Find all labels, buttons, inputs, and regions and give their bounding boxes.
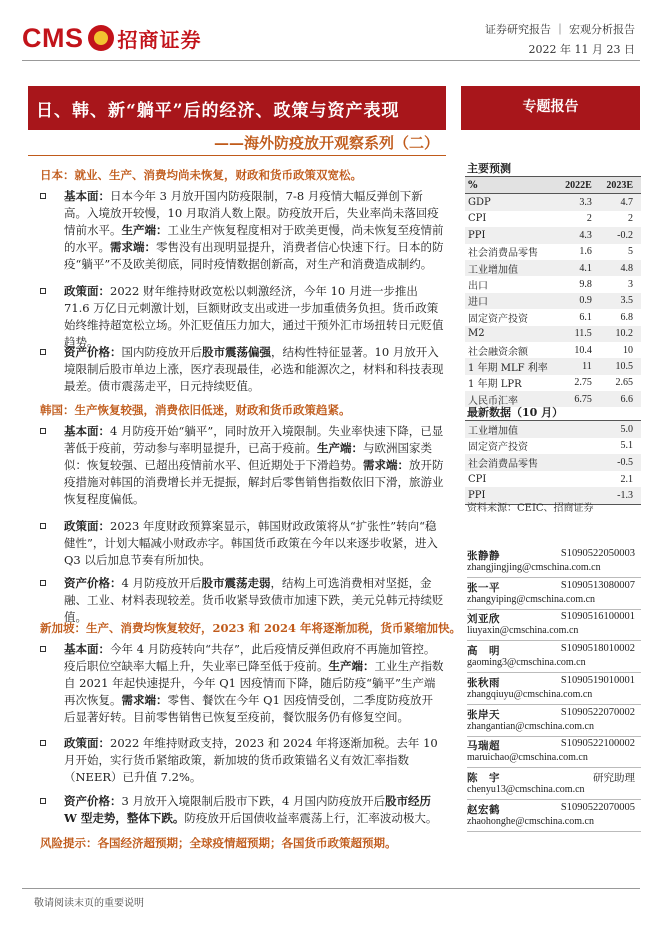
row-label: 出口 [468, 281, 488, 293]
bullet-singapore-assets [40, 793, 444, 827]
table-row [465, 293, 641, 309]
analyst-divider [467, 672, 641, 673]
cell-value: 6.6 [600, 391, 641, 407]
analyst-name: 刘亚欣 [467, 613, 500, 626]
bullet-text: ，结构性特征显著。10 月放开入境限制后股市单边上涨，医疗表现最佳，必选和能源次之，材料和科技表现最差。债市震荡走平，日元持续贬值。 [64, 345, 444, 393]
analyst-email: zhangantian@cmschina.com.cn [467, 720, 594, 732]
bullet-square-icon [40, 349, 46, 355]
analyst-divider [467, 831, 641, 832]
bullet-singapore-policy [40, 735, 444, 786]
row-label: 社会融资余额 [468, 346, 528, 358]
bullet-japan-assets [40, 344, 444, 395]
cell-value: 3.5 [600, 293, 641, 309]
bullet-text: 与欧洲国家类似：恢复较强、已超出疫情前水平、但近期处于下滑趋势。 [64, 441, 432, 472]
analyst-divider [467, 640, 641, 641]
bullet-label: 政策面： [64, 284, 110, 298]
analyst-divider [467, 704, 641, 705]
cell-value: 6.75 [559, 391, 600, 407]
bullet-label: 资产价格： [64, 794, 122, 808]
analyst-name: 张静静 [467, 550, 500, 562]
bullet-text: 今年 4 月防疫转向“共存”，此后疫情反弹但政府不再施加管控。疫后职位空缺率大幅上升，失业率已降至低于疫前。 [64, 642, 436, 673]
footer-divider [22, 888, 640, 889]
bullet-square-icon [40, 580, 46, 586]
table-row [465, 454, 641, 471]
report-title: 日、韩、新“躺平”后的经济、政策与资产表现 [36, 101, 400, 121]
bullet-highlight: 股市经历 W 型走势，整体下跌。 [64, 794, 431, 825]
bullet-square-icon [40, 740, 46, 746]
analyst-license: S1090522070002 [560, 706, 635, 718]
analyst-divider [467, 767, 641, 768]
latest-data-title: 最新数据（10 月） [467, 406, 564, 419]
table-row [465, 438, 641, 455]
bullet-label: 生产端： [328, 659, 375, 673]
cell-value: 2 [628, 213, 633, 225]
forecast-table [465, 176, 641, 407]
bullet-label: 需求端： [110, 240, 156, 254]
row-label: CPI [468, 213, 487, 225]
bullet-label: 需求端： [363, 458, 409, 472]
report-type: 专题报告 [522, 99, 579, 115]
cell-value: 2022E [559, 177, 600, 194]
cell-value: 2.1 [620, 473, 633, 485]
analyst-divider [467, 577, 641, 578]
analyst-name: 陈 宇 [467, 771, 500, 784]
bullet-korea-assets [40, 575, 444, 626]
row-label: PPI [465, 227, 559, 243]
cell-value: 3 [628, 279, 633, 291]
row-label: 进口 [465, 293, 559, 309]
cell-value: -1.3 [595, 487, 641, 504]
bullet-square-icon [40, 646, 46, 652]
analyst-name: 赵宏鹤 [467, 803, 500, 816]
bullet-label: 资产价格： [64, 345, 122, 359]
cell-value: 2 [586, 213, 592, 225]
report-subtitle: ——海外防疫放开观察系列（二） [214, 134, 440, 152]
row-label: 社会消费品零售 [468, 248, 538, 260]
analyst-license: S1090522050003 [560, 548, 635, 559]
row-label: 固定资产投资 [468, 313, 528, 325]
analyst-email: liuyaxin@cmschina.com.cn [467, 625, 579, 637]
cell-value: 11 [559, 358, 600, 374]
row-label: 固定资产投资 [468, 442, 528, 454]
section-heading-japan: 日本：就业、生产、消费均尚未恢复，财政和货币政策双宽松。 [40, 168, 362, 182]
cell-value: 10.2 [600, 326, 641, 342]
bullet-label: 政策面： [64, 736, 110, 750]
analyst-name: 张岸天 [467, 708, 500, 721]
table-row [465, 309, 641, 325]
analyst-email: maruichao@cmschina.com.cn [467, 752, 588, 764]
cell-value: 0.9 [559, 293, 600, 309]
bullet-label: 需求端： [121, 693, 168, 707]
analyst-email: zhangjingjing@cmschina.com.cn [467, 562, 601, 573]
company-logo [22, 20, 202, 56]
bullet-text: 日本今年 3 月放开国内防疫限制，7-8 月疫情大幅反弹创下新高。入境放开较慢，10 月取消人数上限。防疫放开后，失业率尚未落回疫情前水平。 [64, 189, 439, 237]
logo-emblem-icon [88, 25, 114, 51]
analyst-divider [467, 609, 641, 610]
table-row [465, 326, 641, 342]
bullet-text: 零售没有出现明显提升，消费者信心快速下行。日本的防疫“躺平”不及欧美彻底，同时疫情数据创新高，对生产和消费造成制约。 [64, 240, 444, 271]
analyst-email: chenyu13@cmschina.com.cn [467, 783, 585, 795]
analyst-email: zhaohonghe@cmschina.com.cn [467, 815, 594, 827]
analyst-license: S1090522100002 [560, 738, 635, 750]
bullet-japan-policy [40, 283, 444, 351]
table-row [465, 260, 641, 276]
cell-value: 5.1 [620, 440, 633, 452]
table-row [465, 276, 641, 292]
cell-value: 4.3 [559, 227, 600, 243]
cell-value: 6.8 [620, 311, 633, 323]
cell-value: 10.5 [600, 358, 641, 374]
cell-value: 5 [628, 246, 633, 258]
row-label: % [465, 177, 559, 194]
cell-value: 2.65 [615, 377, 633, 389]
report-date: 2022 年 11 月 23 日 [528, 43, 635, 56]
header-divider [22, 60, 640, 61]
table-row [465, 227, 641, 243]
table-row [465, 211, 641, 227]
row-label: GDP [465, 194, 559, 211]
row-label: 1 年期 MLF 利率 [465, 358, 559, 374]
analyst-name: 张一平 [467, 581, 500, 594]
logo-text: CMS [22, 22, 84, 53]
table-row [465, 194, 641, 211]
analyst-license: 研究助理 [593, 772, 635, 784]
bullet-label: 政策面： [64, 519, 110, 533]
bullet-japan-fundamentals [40, 188, 444, 273]
row-label: PPI [465, 487, 595, 504]
analyst-license: S1090513080007 [560, 579, 635, 591]
row-label: 工业增加值 [465, 421, 595, 438]
bullet-label: 基本面： [64, 189, 110, 203]
cell-value: 9.8 [579, 279, 592, 291]
bullet-label: 资产价格： [64, 576, 122, 590]
table-row [465, 375, 641, 391]
bullet-text: 2023 年度财政预算案显示，韩国财政政策将从“扩张性”转向“稳健性”，计划大幅减小财政赤字。韩国货币政策在今年以来逐步收紧，进入 Q3 以后加息节奏有所加快。 [64, 519, 438, 567]
bullet-square-icon [40, 798, 46, 804]
data-source: 资料来源：CEIC、招商证券 [467, 503, 594, 514]
row-label: 人民币汇率 [465, 391, 559, 407]
cell-value: 4.8 [600, 260, 641, 276]
row-label: 社会消费品零售 [465, 454, 595, 471]
bullet-label: 生产端： [317, 441, 363, 455]
analyst-email: zhangyiping@cmschina.com.cn [467, 593, 596, 605]
bullet-text: 防疫放开后国债收益率震荡上行，汇率波动极大。 [184, 811, 438, 825]
bullet-text: 国内防疫放开后 [121, 345, 202, 359]
bullet-text: 零售、餐饮在今年 Q1 因疫情受创，二季度防疫放开后显著好转。目前零售销售已恢复至疫前，餐饮服务仍有修复空间。 [64, 693, 434, 724]
bullet-square-icon [40, 428, 46, 434]
bullet-text: 工业生产恢复程度相对于欧美更慢，尚未恢复至疫情前的水平。 [64, 223, 444, 254]
cell-value: 5.0 [595, 421, 641, 438]
bullet-text: 2022 财年维持财政宽松以刺激经济，今年 10 月进一步推出 71.6 万亿日元刺激计划，巨额财政支出或进一步加重债务负担。货币政策始终维持超宽松立场。外汇贬值压力加大，通过干预外汇市场扭转日元贬值趋势。 [64, 284, 444, 349]
table-row [465, 421, 641, 438]
logo-chinese-name: 招商证券 [117, 27, 202, 52]
analyst-license: S1090518010002 [560, 643, 635, 655]
cell-value: 3.3 [559, 194, 600, 211]
analyst-name: 马瑞超 [467, 740, 500, 753]
analyst-divider [467, 799, 641, 800]
analyst-name: 张秋雨 [467, 676, 500, 689]
bullet-label: 基本面： [64, 642, 110, 656]
table-row [465, 342, 641, 358]
row-label: CPI [468, 473, 487, 485]
row-label: M2 [465, 326, 559, 342]
forecast-title: 主要预测 [467, 162, 511, 175]
bullet-text: 工业生产指数自 2021 年起快速提升，今年 Q1 因疫情而下降，随后防疫“躺平”生产端再次恢复。 [64, 659, 444, 707]
bullet-square-icon [40, 523, 46, 529]
analyst-license: S1090522070005 [560, 801, 635, 813]
cell-value: -0.2 [600, 227, 641, 243]
table-row [465, 471, 641, 488]
bullet-korea-policy [40, 518, 444, 569]
analyst-name: 高 明 [467, 645, 500, 658]
bullet-text: 放开防疫措施对韩国的消费增长并无提振，解封后零售销售指数依旧下滑，旅游业恢复程度偏低。 [64, 458, 444, 506]
risk-warning: 风险提示：各国经济超预期；全球疫情超预期；各国货币政策超预期。 [40, 836, 397, 850]
cell-value: -0.5 [595, 454, 641, 471]
analyst-email: gaoming3@cmschina.com.cn [467, 657, 586, 669]
cell-value: 10 [623, 344, 633, 356]
table-row [465, 358, 641, 374]
section-heading-korea: 韩国：生产恢复较强，消费依旧低迷，财政和货币政策趋紧。 [40, 403, 351, 417]
bullet-singapore-fundamentals [40, 641, 444, 726]
section-heading-singapore: 新加坡：生产、消费均恢复较好，2023 和 2024 年将逐渐加税，货币紧缩加快。 [40, 621, 462, 635]
bullet-square-icon [40, 193, 46, 199]
cell-value: 6.1 [579, 311, 592, 323]
bullet-text: 4 月防疫放开后 [121, 576, 202, 590]
analyst-divider [467, 736, 641, 737]
cell-value: 11.5 [559, 326, 600, 342]
latest-data-table [465, 420, 641, 505]
bullet-korea-fundamentals [40, 423, 444, 508]
cell-value: 4.7 [600, 194, 641, 211]
cell-value: 1.6 [579, 246, 592, 258]
bullet-square-icon [40, 288, 46, 294]
bullet-label: 生产端： [121, 223, 168, 237]
cell-value: 2023E [600, 177, 641, 194]
bullet-text: ，结构上可选消费相对坚挺，金融、工业、材料表现较差。货币收紧导致债市加速下跌，美元兑韩元持续贬值。 [64, 576, 444, 624]
bullet-highlight: 股市震荡走弱 [201, 576, 271, 590]
cell-value: 2.75 [574, 377, 592, 389]
header-info [485, 20, 635, 60]
bullet-text: 2022 年维持财政支持，2023 和 2024 年将逐渐加税。去年 10 月开始，实行货币紧缩政策，新加坡的货币政策锚名义有效汇率指数（NEER）已升值 7.2%。 [64, 736, 438, 784]
bullet-label: 基本面： [64, 424, 110, 438]
footer-note: 敬请阅读末页的重要说明 [34, 898, 144, 909]
doc-type: 证券研究报告 ｜ 宏观分析报告 [485, 23, 635, 36]
row-label: 工业增加值 [465, 260, 559, 276]
analyst-license: S1090519010001 [560, 674, 635, 686]
subtitle-divider [28, 155, 446, 156]
forecast-header-row [465, 177, 641, 194]
bullet-highlight: 股市震荡偏强 [202, 345, 271, 359]
cell-value: 10.4 [574, 344, 592, 356]
table-row [465, 244, 641, 260]
bullet-text: 4 月防疫开始“躺平”，同时放开入境限制。失业率快速下降，已显著低于疫前，劳动参与率明显提升，已高于疫前。 [64, 424, 444, 455]
row-label: 1 年期 LPR [468, 379, 522, 391]
cell-value: 4.1 [559, 260, 600, 276]
bullet-text: 3 月放开入境限制后股市下跌，4 月国内防疫放开后 [121, 794, 385, 808]
analyst-license: S1090516100001 [560, 611, 635, 623]
analyst-email: zhangqiuyu@cmschina.com.cn [467, 688, 593, 700]
